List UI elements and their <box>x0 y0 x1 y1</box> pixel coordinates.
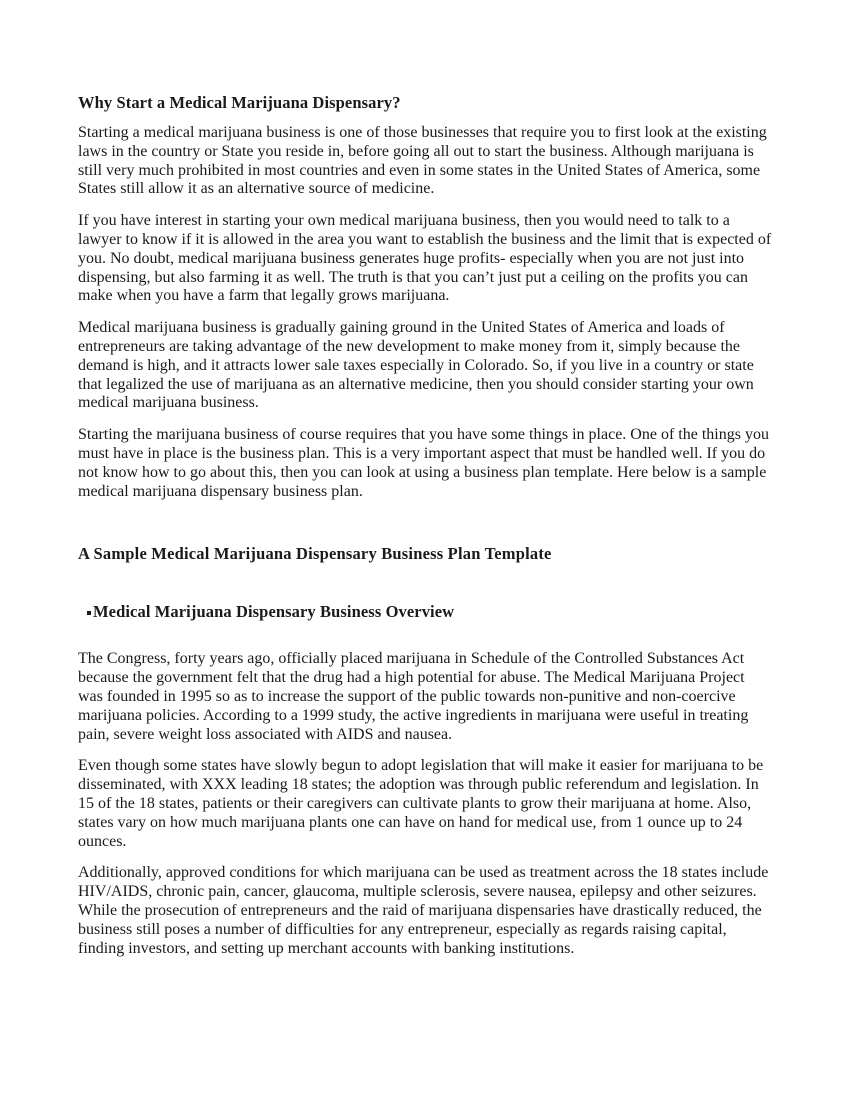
intro-paragraph-3: Medical marijuana business is gradually gaining ground in the United States of America and loads of entrepreneurs are taking advantage of the new development to make money from it, simply because the demand is high, and it attracts lower sale taxes especially in Colorado. So, if you live in a country or state that legalized the use of marijuana as an alternative medicine, then you should consider starting your own medical marijuana business. <box>78 319 754 412</box>
document-title: Why Start a Medical Marijuana Dispensary? <box>78 93 401 112</box>
body-paragraph-2: Even though some states have slowly begun to adopt legislation that will make it easier for marijuana to be disseminated, with XXX leading 18 states; the adoption was through public referendum and legislation. In 15 of the 18 states, patients or their caregivers can cultivate plants to grow their marijuana at home. Also, states vary on how much marijuana plants one can have on hand for medical use, from 1 ounce up to 24 ounces. <box>78 757 764 850</box>
intro-paragraph-4: Starting the marijuana business of course requires that you have some things in place. One of the things you must have in place is the business plan. This is a very important aspect that must be handled well. If you do not know how to go about this, then you can look at using a business plan template. Here below is a sample medical marijuana dispensary business plan. <box>78 426 769 500</box>
bullet-item-label: Medical Marijuana Dispensary Business Overview <box>93 602 455 622</box>
intro-paragraph-1: Starting a medical marijuana business is one of those businesses that require you to first look at the existing laws in the country or State you reside in, before going all out to start the business. Although marijuana is still very much prohibited in most countries and even in some states in the United States of America, some States still allow it as an alternative source of medicine. <box>78 124 767 198</box>
body-paragraph-1: The Congress, forty years ago, officially placed marijuana in Schedule of the Controlled Substances Act because the government felt that the drug had a high potential for abuse. The Medical Marijuana Project was founded in 1995 so as to increase the support of the public towards non-punitive and non-coercive marijuana policies. According to a 1999 study, the active ingredients in marijuana were useful in treating pain, severe weight loss associated with AIDS and nausea. <box>78 650 749 743</box>
bullet-list-item <box>87 602 772 621</box>
square-bullet-icon <box>87 611 91 615</box>
section-heading: A Sample Medical Marijuana Dispensary Business Plan Template <box>78 544 552 564</box>
body-paragraph-3: Additionally, approved conditions for which marijuana can be used as treatment across the 18 states include HIV/AIDS, chronic pain, cancer, glaucoma, multiple sclerosis, severe nausea, epilepsy and other seizures. While the prosecution of entrepreneurs and the raid of marijuana dispensaries have drastically reduced, the business still poses a number of difficulties for any entrepreneur, especially as regards raising capital, finding investors, and setting up merchant accounts with banking institutions. <box>78 864 769 957</box>
intro-paragraph-2: If you have interest in starting your own medical marijuana business, then you would need to talk to a lawyer to know if it is allowed in the area you want to establish the business and the limit that is expected of you. No doubt, medical marijuana business generates huge profits- especially when you are not just into dispensing, but also farming it as well. The truth is that you can’t just put a ceiling on the profits you can make when you have a farm that legally grows marijuana. <box>78 212 772 305</box>
document-page <box>78 93 772 971</box>
